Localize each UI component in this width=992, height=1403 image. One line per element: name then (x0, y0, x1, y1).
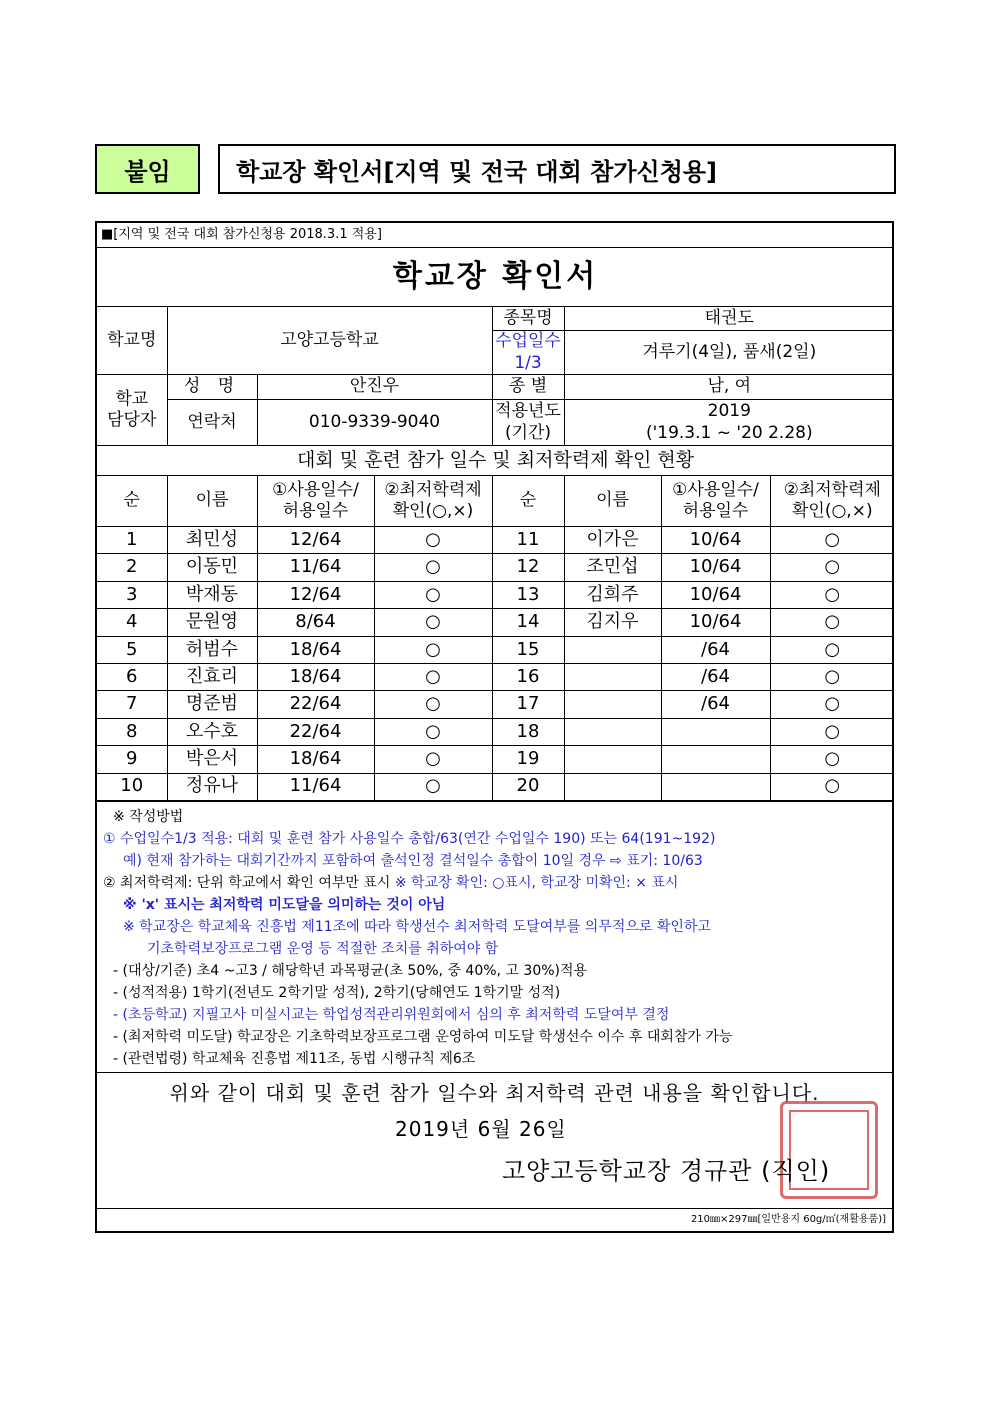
status-title: 대회 및 훈련 참가 일수 및 최저학력제 확인 현황 (97, 446, 894, 476)
table-row (97, 554, 894, 581)
header-name-2: 이름 (564, 476, 661, 527)
student-name-2: 이가은 (564, 527, 661, 554)
min-academic-check: ○ (374, 581, 492, 608)
name-label: 성 명 (167, 375, 257, 400)
min-academic-check-2: ○ (770, 527, 894, 554)
row-no: 10 (97, 773, 167, 800)
row-no-2: 15 (492, 636, 564, 663)
header-check-2: ②최저학력제 확인(○,×) (770, 476, 894, 527)
days-used-2: /64 (661, 663, 770, 690)
min-academic-check-2: ○ (770, 609, 894, 636)
student-name: 최민성 (167, 527, 257, 554)
min-academic-check-2: ○ (770, 554, 894, 581)
notes-heading: ※ 작성방법 (113, 808, 184, 825)
student-name-2: 조민섭 (564, 554, 661, 581)
student-name: 박은서 (167, 746, 257, 773)
table-row (97, 581, 894, 608)
row-no-2: 18 (492, 718, 564, 745)
table-row (97, 663, 894, 690)
manager-name: 안진우 (257, 375, 492, 400)
student-name: 오수호 (167, 718, 257, 745)
document-header-title: 학교장 확인서[지역 및 전국 대회 참가신청용] (218, 144, 896, 194)
days-used-2 (661, 773, 770, 800)
note-4: ※ 학교장은 학교체육 진흥법 제11조에 따라 학생선수 최저학력 도달여부를 의무적으로 확인하고 (123, 918, 711, 935)
row-no: 4 (97, 609, 167, 636)
school-label: 학교명 (97, 307, 167, 375)
row-no: 1 (97, 527, 167, 554)
min-academic-check-2: ○ (770, 773, 894, 800)
row-no-2: 12 (492, 554, 564, 581)
table-row (97, 527, 894, 554)
event-label: 종목명 (492, 307, 564, 331)
days-used: 11/64 (257, 554, 374, 581)
instructions (97, 801, 892, 1072)
days-used-2: 10/64 (661, 581, 770, 608)
student-name: 박재동 (167, 581, 257, 608)
event-value: 태권도 (564, 307, 894, 331)
table-row (97, 636, 894, 663)
note-1: ① 수업일수1/3 적용: 대회 및 훈련 참가 사용일수 총합/63(연간 수업일수 190) 또는 64(191~192) (103, 830, 716, 847)
confirmation-form (95, 221, 894, 1233)
student-name-2 (564, 636, 661, 663)
row-no: 6 (97, 663, 167, 690)
table-row (97, 718, 894, 745)
table-header-row (97, 476, 894, 527)
min-academic-check: ○ (374, 718, 492, 745)
student-name-2 (564, 773, 661, 800)
student-name: 허범수 (167, 636, 257, 663)
days-used: 12/64 (257, 527, 374, 554)
note-1-example: 예) 현재 참가하는 대회기간까지 포함하여 출석인정 결석일수 총합이 10일 경우 ⇨ 표기: 10/63 (123, 852, 703, 869)
min-academic-check-2: ○ (770, 581, 894, 608)
student-name-2 (564, 691, 661, 718)
row-no: 5 (97, 636, 167, 663)
days-used: 18/64 (257, 663, 374, 690)
contact-value: 010-9339-9040 (257, 400, 492, 446)
header-name: 이름 (167, 476, 257, 527)
min-academic-check: ○ (374, 691, 492, 718)
note-3: ※ 'x' 표시는 최저학력 미도달을 의미하는 것이 아님 (123, 896, 446, 913)
days-used: 8/64 (257, 609, 374, 636)
row-no-2: 20 (492, 773, 564, 800)
min-academic-check: ○ (374, 609, 492, 636)
min-academic-check-2: ○ (770, 746, 894, 773)
confirmation-text: 위와 같이 대회 및 훈련 참가 일수와 최저학력 관련 내용을 확인합니다. (169, 1080, 820, 1105)
row-no-2: 16 (492, 663, 564, 690)
confirmation-date: 2019년 6월 26일 (395, 1116, 567, 1141)
manager-label: 학교 담당자 (97, 375, 167, 446)
days-used-2: 10/64 (661, 609, 770, 636)
principal-signature: 고양고등학교장 경규관 (직인) (502, 1156, 831, 1185)
days-used-2: 10/64 (661, 554, 770, 581)
row-no-2: 17 (492, 691, 564, 718)
attachment-badge: 붙임 (95, 144, 200, 194)
school-name: 고양고등학교 (167, 307, 492, 375)
note-2: ② 최저학력제: 단위 학교에서 확인 여부만 표시 ※ 학교장 확인: ○표시, 학교장 미확인: × 표시 (103, 874, 679, 891)
note-4-cont: 기초학력보장프로그램 운영 등 적절한 조치를 취하여야 함 (147, 940, 499, 957)
year-value: 2019 ('19.3.1 ~ '20 2.28) (564, 400, 894, 446)
row-no-2: 14 (492, 609, 564, 636)
student-name-2 (564, 663, 661, 690)
paper-spec-footer: 210㎜×297㎜[일반용지 60g/㎡(재활용품)] (97, 1208, 892, 1231)
table-row (97, 609, 894, 636)
row-no: 9 (97, 746, 167, 773)
student-name: 명준범 (167, 691, 257, 718)
days-used-2: 10/64 (661, 527, 770, 554)
header-check: ②최저학력제 확인(○,×) (374, 476, 492, 527)
min-academic-check-2: ○ (770, 691, 894, 718)
gender-value: 남, 여 (564, 375, 894, 400)
min-academic-check-2: ○ (770, 718, 894, 745)
header-days-2: ①사용일수/ 허용일수 (661, 476, 770, 527)
min-academic-check: ○ (374, 554, 492, 581)
table-row (97, 691, 894, 718)
student-name-2 (564, 718, 661, 745)
detail-2: - (성적적용) 1학기(전년도 2학기말 성적), 2학기(당해연도 1학기말 성적) (113, 984, 561, 1001)
header-no: 순 (97, 476, 167, 527)
days-used: 22/64 (257, 691, 374, 718)
student-name: 정유나 (167, 773, 257, 800)
confirmation-section (97, 1072, 892, 1208)
class-days-value: 겨루기(4일), 품새(2일) (564, 331, 894, 375)
gender-label: 종 별 (492, 375, 564, 400)
days-used: 18/64 (257, 746, 374, 773)
days-used-2 (661, 746, 770, 773)
student-name-2: 김지우 (564, 609, 661, 636)
min-academic-check: ○ (374, 663, 492, 690)
year-label: 적용년도 (기간) (492, 400, 564, 446)
days-used-2: /64 (661, 691, 770, 718)
days-used: 18/64 (257, 636, 374, 663)
min-academic-check-2: ○ (770, 663, 894, 690)
detail-4: - (최저학력 미도달) 학교장은 기초학력보장프로그램 운영하여 미도달 학생선수 이수 후 대회참가 가능 (113, 1028, 733, 1045)
student-name-2: 김희주 (564, 581, 661, 608)
row-no: 3 (97, 581, 167, 608)
table-row (97, 746, 894, 773)
row-no: 2 (97, 554, 167, 581)
class-days-label: 수업일수 1/3 (492, 331, 564, 375)
days-used: 22/64 (257, 718, 374, 745)
min-academic-check: ○ (374, 527, 492, 554)
row-no-2: 19 (492, 746, 564, 773)
detail-5: - (관련법령) 학교체육 진흥법 제11조, 동법 시행규칙 제6조 (113, 1050, 476, 1067)
days-used: 11/64 (257, 773, 374, 800)
contact-label: 연락처 (167, 400, 257, 446)
days-used: 12/64 (257, 581, 374, 608)
days-used-2: /64 (661, 636, 770, 663)
detail-3: - (초등학교) 지필고사 미실시교는 학업성적관리위원회에서 심의 후 최저학력 도달여부 결정 (113, 1006, 670, 1023)
days-used-2 (661, 718, 770, 745)
student-name-2 (564, 746, 661, 773)
min-academic-check-2: ○ (770, 636, 894, 663)
row-no: 7 (97, 691, 167, 718)
student-name: 진효리 (167, 663, 257, 690)
detail-1: - (대상/기준) 초4 ~고3 / 해당학년 과목평균(초 50%, 중 40%, 고 30%)적용 (113, 962, 588, 979)
header-days: ①사용일수/ 허용일수 (257, 476, 374, 527)
student-name: 이동민 (167, 554, 257, 581)
table-row (97, 773, 894, 800)
row-no: 8 (97, 718, 167, 745)
min-academic-check: ○ (374, 636, 492, 663)
form-tag: ■[지역 및 전국 대회 참가신청용 2018.3.1 적용] (97, 223, 894, 248)
form-info-table (97, 223, 894, 801)
form-title: 학교장 확인서 (97, 248, 894, 307)
row-no-2: 11 (492, 527, 564, 554)
row-no-2: 13 (492, 581, 564, 608)
header-no-2: 순 (492, 476, 564, 527)
min-academic-check: ○ (374, 773, 492, 800)
min-academic-check: ○ (374, 746, 492, 773)
student-name: 문원영 (167, 609, 257, 636)
